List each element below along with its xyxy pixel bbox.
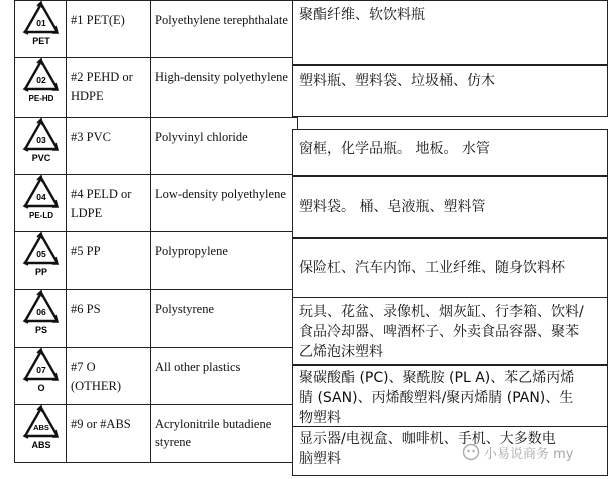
- use-line: 玩具、花盆、录像机、烟灰缸、行李箱、饮料/: [299, 304, 584, 320]
- recycle-triangle-icon: [22, 58, 60, 104]
- polymer-name: Low-density polyethylene: [151, 175, 298, 232]
- recycle-triangle-icon: [22, 175, 60, 221]
- recycle-triangle-icon: [22, 348, 60, 394]
- polymer-name: Acrylonitrile butadiene styrene: [151, 405, 298, 463]
- recycle-triangle-icon: [22, 290, 60, 336]
- table-row: [15, 348, 298, 405]
- watermark: [462, 441, 612, 465]
- table-row: [15, 290, 298, 348]
- use-line: 聚碳酸酯 (PC)、聚酰胺 (PL A)、苯乙烯丙烯: [299, 370, 575, 386]
- recycle-triangle-icon: [22, 232, 60, 278]
- recycle-symbol-cell: [15, 1, 67, 58]
- resin-code: #6 PS: [67, 290, 151, 348]
- table-row: [15, 1, 298, 58]
- table-row: [15, 118, 298, 175]
- use-description: [292, 238, 608, 298]
- resin-code: #2 PEHD or HDPE: [67, 58, 151, 118]
- recycle-abbr: PVC: [31, 153, 50, 163]
- recycle-symbol-cell: [15, 175, 67, 232]
- polymer-name: Polyvinyl chloride: [151, 118, 298, 175]
- recycle-number: 07: [35, 365, 46, 375]
- table-row: [15, 232, 298, 290]
- recycle-symbol-cell: [15, 348, 67, 405]
- use-description: [292, 365, 608, 430]
- recycle-symbol-cell: [15, 290, 67, 348]
- resin-code: #3 PVC: [67, 118, 151, 175]
- recycle-number: 02: [35, 75, 46, 85]
- polymer-name: Polypropylene: [151, 232, 298, 290]
- polymer-name: High-density polyethylene: [151, 58, 298, 118]
- use-line: 窗框，化学品瓶。 地板。 水管: [299, 141, 490, 157]
- recycle-number: 03: [35, 135, 46, 145]
- table-row: [15, 405, 298, 463]
- table-row: [15, 175, 298, 232]
- resin-code-table: [14, 0, 298, 463]
- recycle-number: ABS: [32, 423, 49, 432]
- use-line: 乙烯泡沫塑料: [299, 344, 383, 360]
- recycle-abbr: ABS: [30, 440, 51, 450]
- recycle-number: 05: [35, 249, 46, 259]
- recycle-symbol-cell: [15, 58, 67, 118]
- recycle-abbr: PP: [34, 267, 47, 277]
- polymer-name: All other plastics: [151, 348, 298, 405]
- use-description: [292, 176, 608, 238]
- resin-code: #7 O (OTHER): [67, 348, 151, 405]
- recycle-symbol-cell: [15, 118, 67, 175]
- use-line: 腈 (SAN)、丙烯酸塑料/聚丙烯腈 (PAN)、生: [299, 390, 574, 406]
- use-description: [292, 0, 608, 65]
- recycle-abbr: PS: [34, 325, 47, 335]
- recycle-number: 06: [35, 307, 46, 317]
- recycle-symbol-cell: [15, 405, 67, 463]
- recycle-abbr: O: [36, 383, 45, 393]
- use-line: 物塑料: [299, 410, 341, 426]
- use-line: 塑料袋。 桶、皂液瓶、塑料管: [299, 199, 486, 215]
- recycle-triangle-icon: [22, 1, 60, 47]
- use-line: 脑塑料: [299, 451, 341, 467]
- use-line: 食品冷却器、啤酒杯子、外卖食品容器、聚苯: [299, 324, 579, 340]
- watermark-logo-icon: [462, 443, 480, 461]
- resin-code: #1 PET(E): [67, 1, 151, 58]
- watermark-text: 小易说商务 my: [484, 447, 574, 462]
- use-description: [292, 129, 608, 176]
- polymer-name: Polystyrene: [151, 290, 298, 348]
- resin-code: #9 or #ABS: [67, 405, 151, 463]
- use-line: 塑料瓶、塑料袋、垃圾桶、仿木: [299, 73, 495, 89]
- use-line: 聚酯纤维、软饮料瓶: [299, 7, 425, 23]
- use-description: [292, 65, 608, 117]
- recycle-symbol-cell: [15, 232, 67, 290]
- use-description: [292, 297, 608, 365]
- use-line: 保险杠、汽车内饰、工业纤维、随身饮料杯: [299, 260, 565, 276]
- resin-code: #5 PP: [67, 232, 151, 290]
- polymer-name: Polyethylene terephthalate: [151, 1, 298, 58]
- resin-code: #4 PELD or LDPE: [67, 175, 151, 232]
- use-line: 显示器/电视盒、咖啡机、手机、大多数电: [299, 431, 556, 447]
- recycle-triangle-icon: [22, 405, 60, 451]
- recycle-abbr: PE-LD: [28, 211, 53, 220]
- recycle-triangle-icon: [22, 118, 60, 164]
- recycle-abbr: PE-HD: [28, 94, 53, 103]
- recycle-number: 04: [35, 192, 46, 202]
- recycle-abbr: PET: [31, 36, 50, 46]
- recycle-number: 01: [35, 18, 46, 28]
- table-row: [15, 58, 298, 118]
